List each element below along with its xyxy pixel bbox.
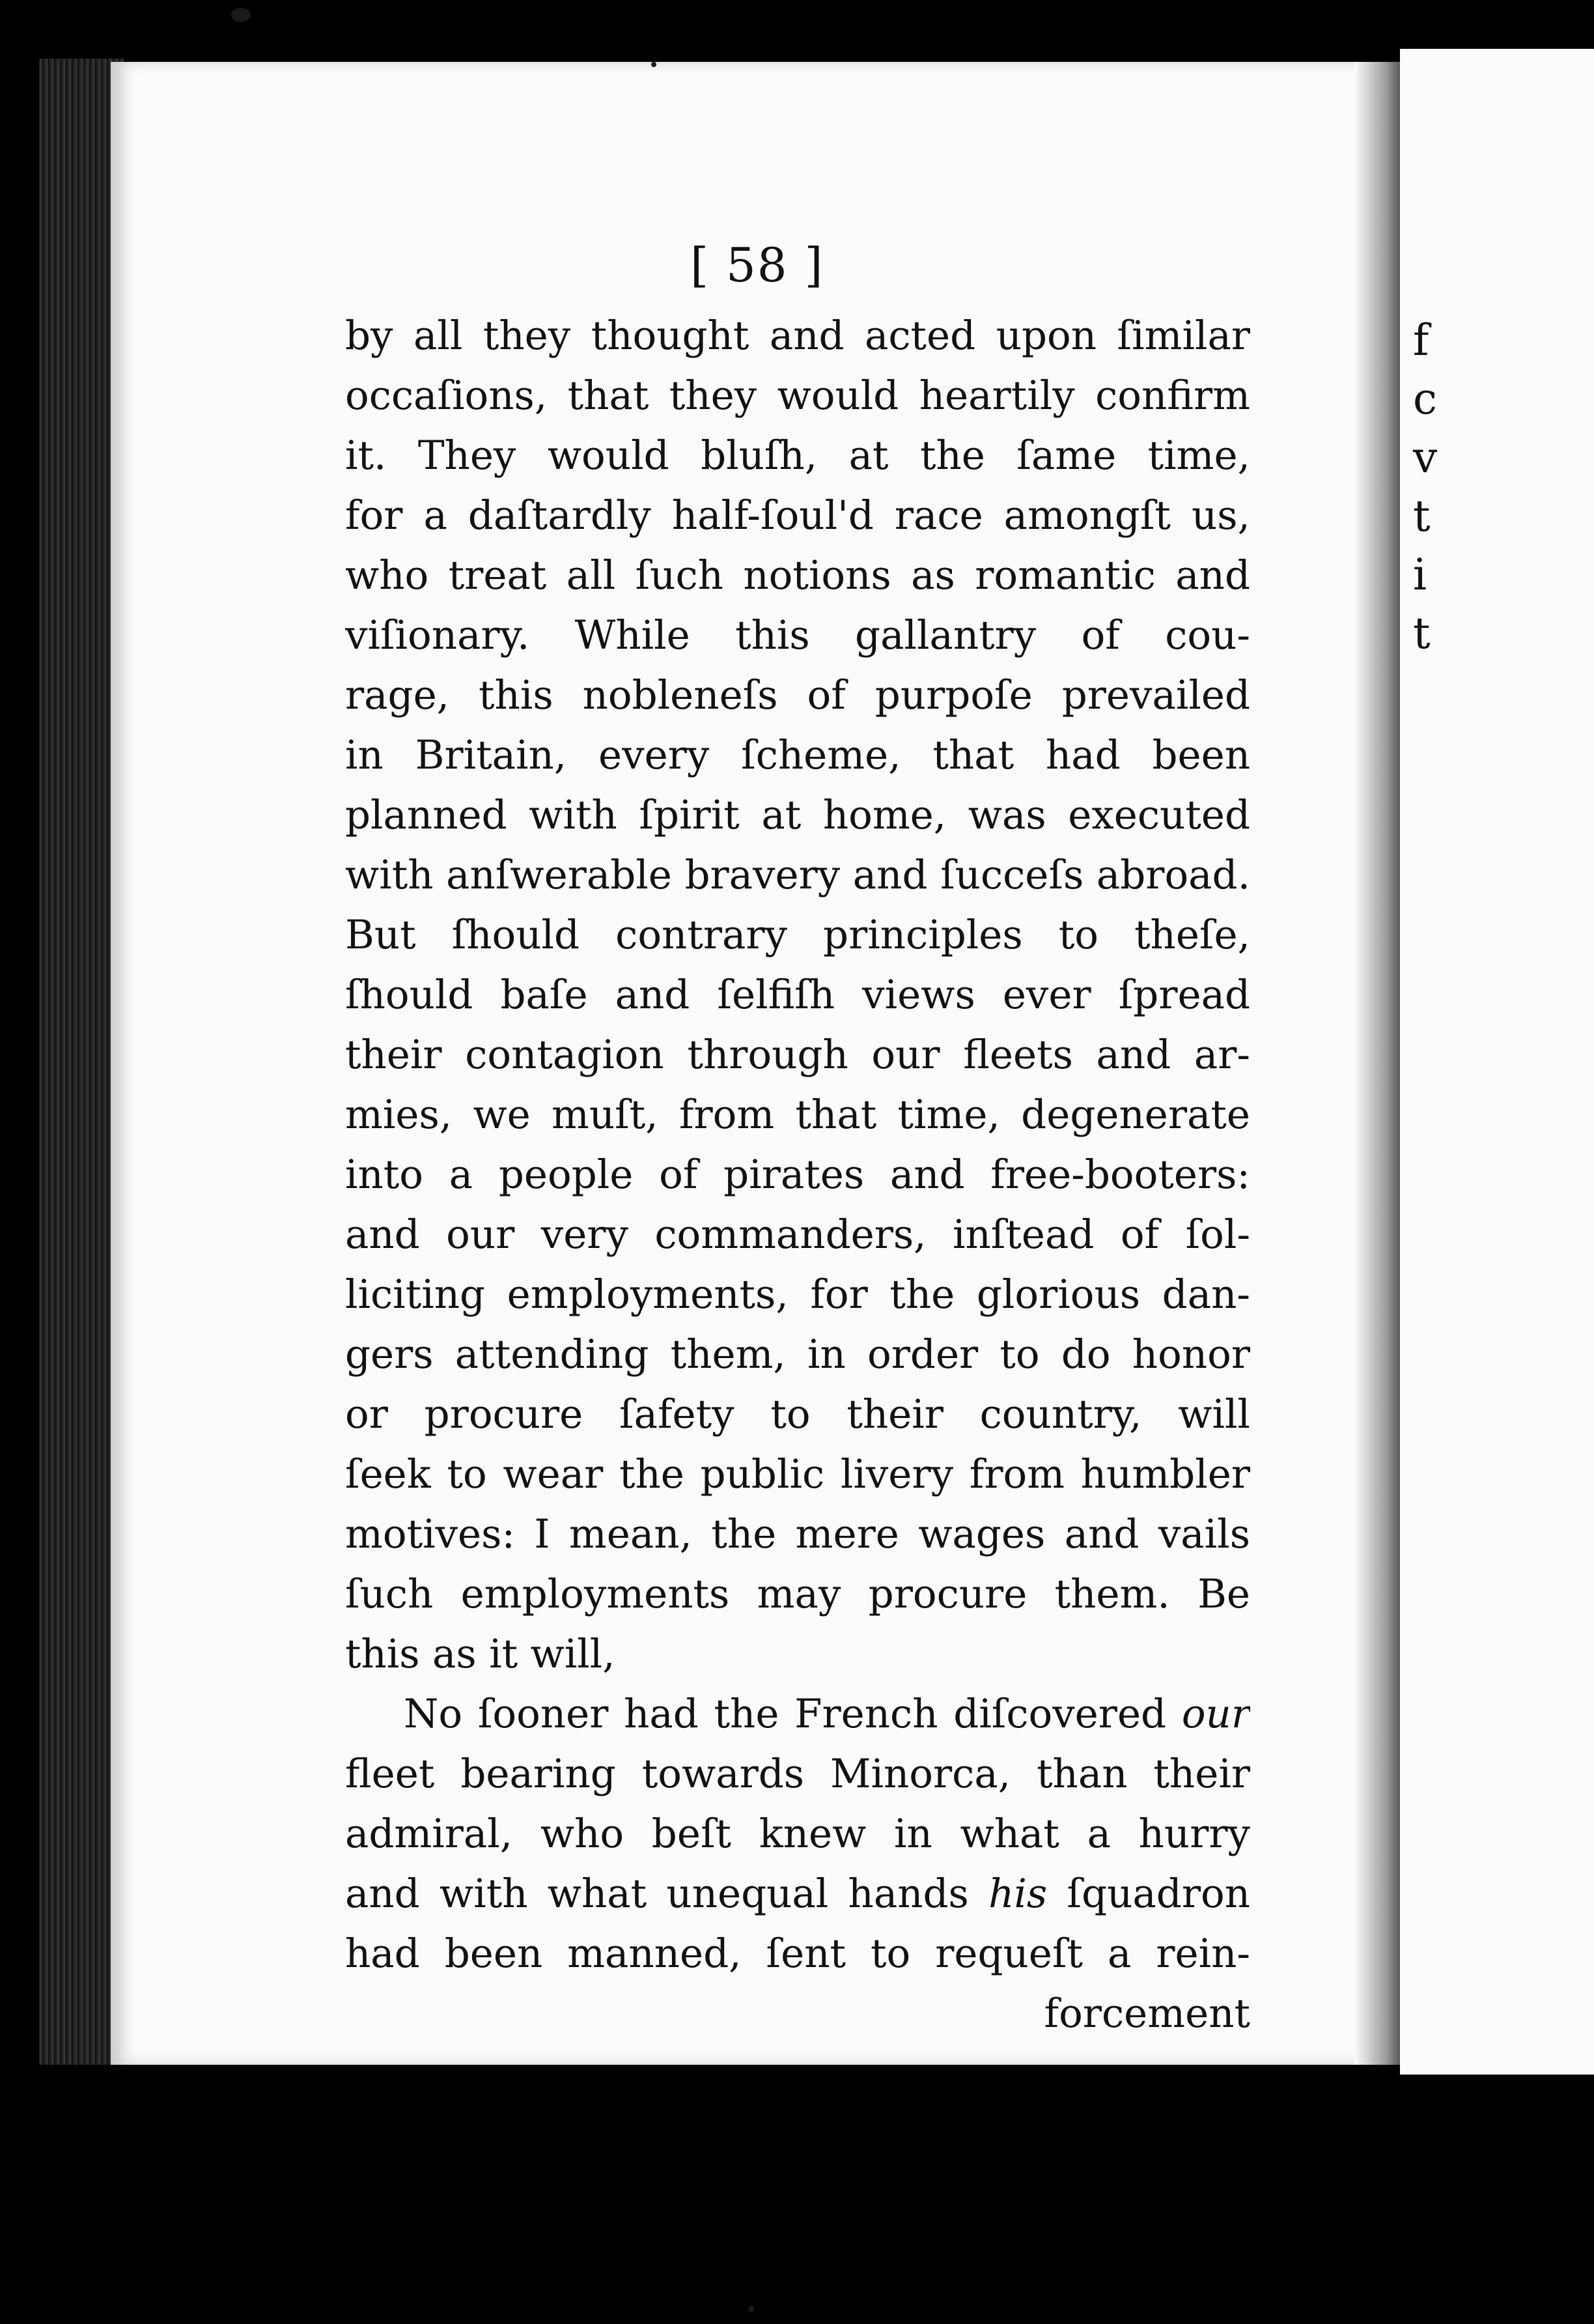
text-line (345, 1684, 1250, 1744)
text-line: rage, this nobleneſs of purpoſe prevailed (345, 672, 1250, 718)
catchword: forcement (1044, 1991, 1250, 2037)
text-line: admiral, who beſt knew in what a hurry (345, 1811, 1250, 1857)
text-line: gers attending them, in order to do honor (345, 1331, 1250, 1378)
text-line: by all they thought and acted upon ſimilar (345, 313, 1250, 359)
text-line: occaſions, that they would heartily confirm (345, 373, 1250, 419)
text-line: motives: I mean, the mere wages and vails (345, 1511, 1250, 1557)
text-line: ſuch employments may procure them. Be (345, 1571, 1250, 1617)
text-line: their contagion through our fleets and ar- (345, 1032, 1250, 1078)
text-line: it. They would bluſh, at the ſame time, (345, 432, 1250, 479)
italic-word: our (1181, 1691, 1250, 1737)
text-line: or procure ſafety to their country, will (345, 1391, 1250, 1438)
body-text (345, 306, 1250, 2044)
text-line: mies, we muſt, from that time, degenerate (345, 1092, 1250, 1138)
text-line: and our very commanders, inſtead of ſol- (345, 1212, 1250, 1258)
text-line: fleet bearing towards Minorca, than their (345, 1751, 1250, 1797)
text-line (345, 1864, 1250, 1924)
text-line: But ſhould contrary principles to theſe, (345, 912, 1250, 958)
facing-page (1400, 49, 1594, 2075)
text-line: liciting employments, for the glorious dan- (345, 1271, 1250, 1318)
text-line: viſionary. While this gallantry of cou- (345, 612, 1250, 659)
facing-page-fragment: c (1413, 374, 1437, 424)
text-line: had been manned, ſent to requeſt a rein- (345, 1931, 1250, 1977)
text-line: ſhould baſe and ſelfiſh views ever ſpread (345, 972, 1250, 1018)
text-run: ſquadron (1047, 1871, 1250, 1917)
text-line: who treat all ſuch notions as romantic and (345, 552, 1250, 599)
scan-speck (749, 2306, 754, 2312)
text-run: and with what unequal hands (345, 1871, 989, 1917)
text-run: No ſooner had the French diſcovered (404, 1691, 1182, 1737)
italic-word: his (988, 1871, 1048, 1917)
facing-page-fragment: t (1413, 491, 1431, 541)
text-line: this as it will, (345, 1631, 615, 1677)
text-line: for a daſtardly half-ſoul'd race amongſt us, (345, 492, 1250, 539)
text-line: in Britain, every ſcheme, that had been (345, 732, 1250, 778)
page-number: [ 58 ] (690, 238, 824, 292)
facing-page-fragment: v (1413, 432, 1438, 483)
facing-page-fragment: i (1413, 550, 1427, 600)
facing-page-fragment: t (1413, 608, 1431, 659)
scan-speck (231, 8, 251, 22)
text-line: ſeek to wear the public livery from humbler (345, 1451, 1250, 1497)
text-line: planned with ſpirit at home, was executed (345, 792, 1250, 838)
scan-speck (651, 62, 656, 67)
facing-page-fragment: f (1413, 315, 1429, 365)
text-line: with anſwerable bravery and ſucceſs abroad. (345, 852, 1250, 898)
text-line: into a people of pirates and free-booters: (345, 1152, 1250, 1198)
